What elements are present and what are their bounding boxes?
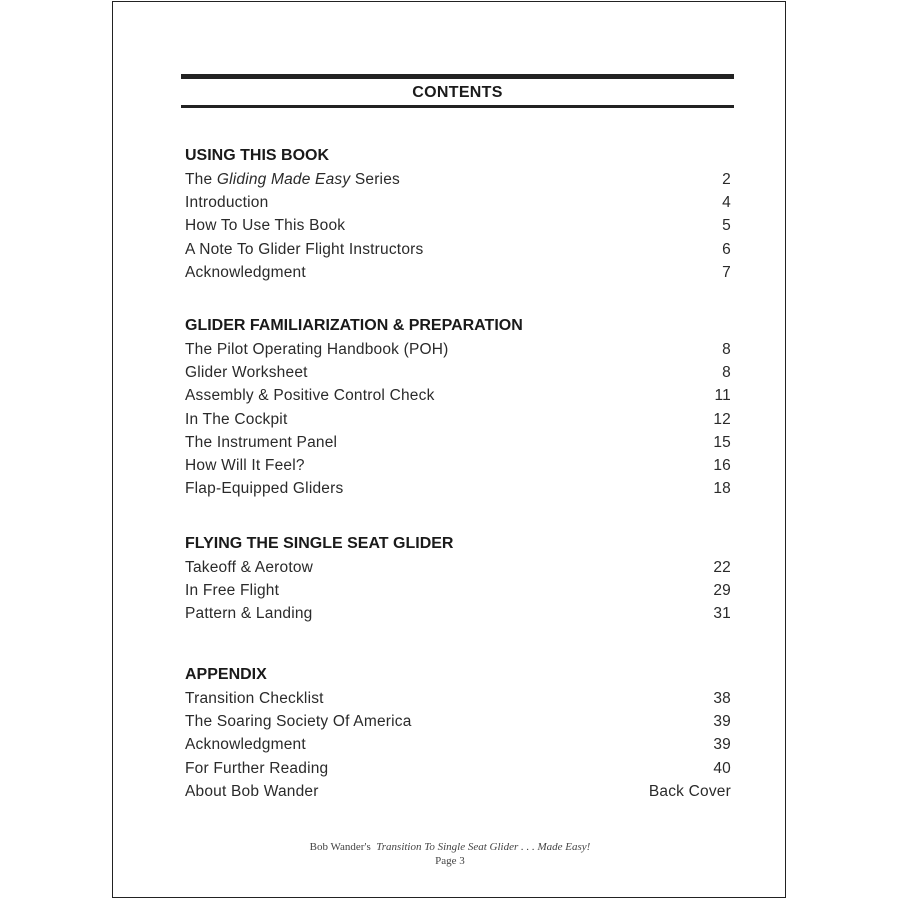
toc-entry	[185, 602, 731, 625]
entry-page: 8	[722, 341, 731, 358]
entry-title: The Soaring Society Of America	[185, 713, 412, 731]
toc-entry	[185, 556, 731, 579]
entry-page: 39	[713, 736, 731, 754]
toc-entry	[185, 238, 731, 261]
toc-entry	[185, 408, 731, 431]
entry-title: Introduction	[185, 194, 269, 212]
footer-page-number: Page 3	[435, 855, 465, 867]
entry-title: Acknowledgment	[185, 263, 306, 281]
entry-page: 12	[713, 410, 731, 428]
entry-title	[185, 168, 400, 191]
toc-entry	[185, 361, 731, 384]
entry-title: Pattern & Landing	[185, 605, 313, 623]
page-footer	[113, 840, 787, 868]
entry-title: Takeoff & Aerotow	[185, 559, 314, 576]
entry-page: 39	[713, 713, 731, 731]
entry-title: The Pilot Operating Handbook (POH)	[185, 341, 449, 358]
toc-section-glider-familiarization	[185, 314, 731, 500]
entry-page: 16	[713, 456, 731, 474]
toc-entry	[185, 710, 731, 733]
top-rule	[181, 74, 734, 79]
toc-entry	[185, 338, 731, 361]
entry-title: In Free Flight	[185, 582, 280, 600]
entry-page: 18	[713, 480, 731, 498]
entry-page: 5	[722, 217, 731, 235]
entry-title: Transition Checklist	[185, 690, 324, 707]
entry-title: A Note To Glider Flight Instructors	[185, 240, 424, 258]
entry-title-text: The	[185, 171, 217, 188]
section-heading: GLIDER FAMILIARIZATION & PREPARATION	[185, 317, 523, 334]
footer-author: Bob Wander's	[309, 841, 371, 853]
footer-book-title: Transition To Single Seat Glider . . . Made Easy!	[376, 841, 591, 853]
entry-page: 11	[714, 387, 731, 405]
toc-section-flying-single-seat	[185, 532, 731, 626]
page-title: CONTENTS	[412, 84, 503, 101]
entry-page: 29	[713, 582, 731, 600]
entry-page: 40	[713, 759, 731, 777]
toc-entry	[185, 261, 731, 284]
entry-title: Flap-Equipped Gliders	[185, 480, 344, 498]
toc-entry	[185, 733, 731, 756]
entry-title: Acknowledgment	[185, 736, 306, 754]
toc-entry	[185, 757, 731, 780]
section-heading: USING THIS BOOK	[185, 147, 330, 164]
document-page	[112, 1, 786, 898]
section-heading: FLYING THE SINGLE SEAT GLIDER	[185, 535, 454, 552]
entry-page: 22	[713, 559, 731, 576]
entry-page: 15	[713, 433, 731, 451]
entry-title: Glider Worksheet	[185, 364, 308, 382]
toc-entry	[185, 579, 731, 602]
footer-title-line	[113, 840, 787, 854]
entry-page: 4	[722, 194, 731, 212]
entry-title: In The Cockpit	[185, 410, 288, 428]
toc-entry	[185, 384, 731, 407]
toc-entry	[185, 191, 731, 214]
entry-title-italic: Gliding Made Easy	[216, 171, 351, 188]
entry-page: 2	[722, 171, 731, 188]
title-underline-rule	[181, 105, 734, 108]
toc-entry	[185, 168, 731, 191]
toc-section-using-this-book	[185, 144, 731, 284]
entry-title: About Bob Wander	[185, 782, 319, 800]
entry-title-suffix: Series	[350, 171, 400, 188]
toc-entry	[185, 477, 731, 500]
entry-title: For Further Reading	[185, 759, 329, 777]
entry-page: 6	[722, 240, 731, 258]
entry-page: 31	[713, 605, 731, 623]
toc-section-appendix	[185, 663, 731, 803]
entry-page: 38	[713, 690, 731, 707]
toc-entry	[185, 454, 731, 477]
entry-title: How To Use This Book	[185, 217, 346, 235]
entry-page: Back Cover	[648, 782, 731, 800]
entry-title: How Will It Feel?	[185, 456, 305, 474]
toc-entry	[185, 687, 731, 710]
entry-page: 8	[722, 364, 731, 382]
entry-title: Assembly & Positive Control Check	[185, 387, 435, 405]
entry-page: 7	[722, 263, 731, 281]
toc-entry	[185, 431, 731, 454]
toc-entry	[185, 214, 731, 237]
section-heading: APPENDIX	[185, 666, 267, 683]
entry-title: The Instrument Panel	[185, 433, 338, 451]
toc-entry	[185, 780, 731, 803]
